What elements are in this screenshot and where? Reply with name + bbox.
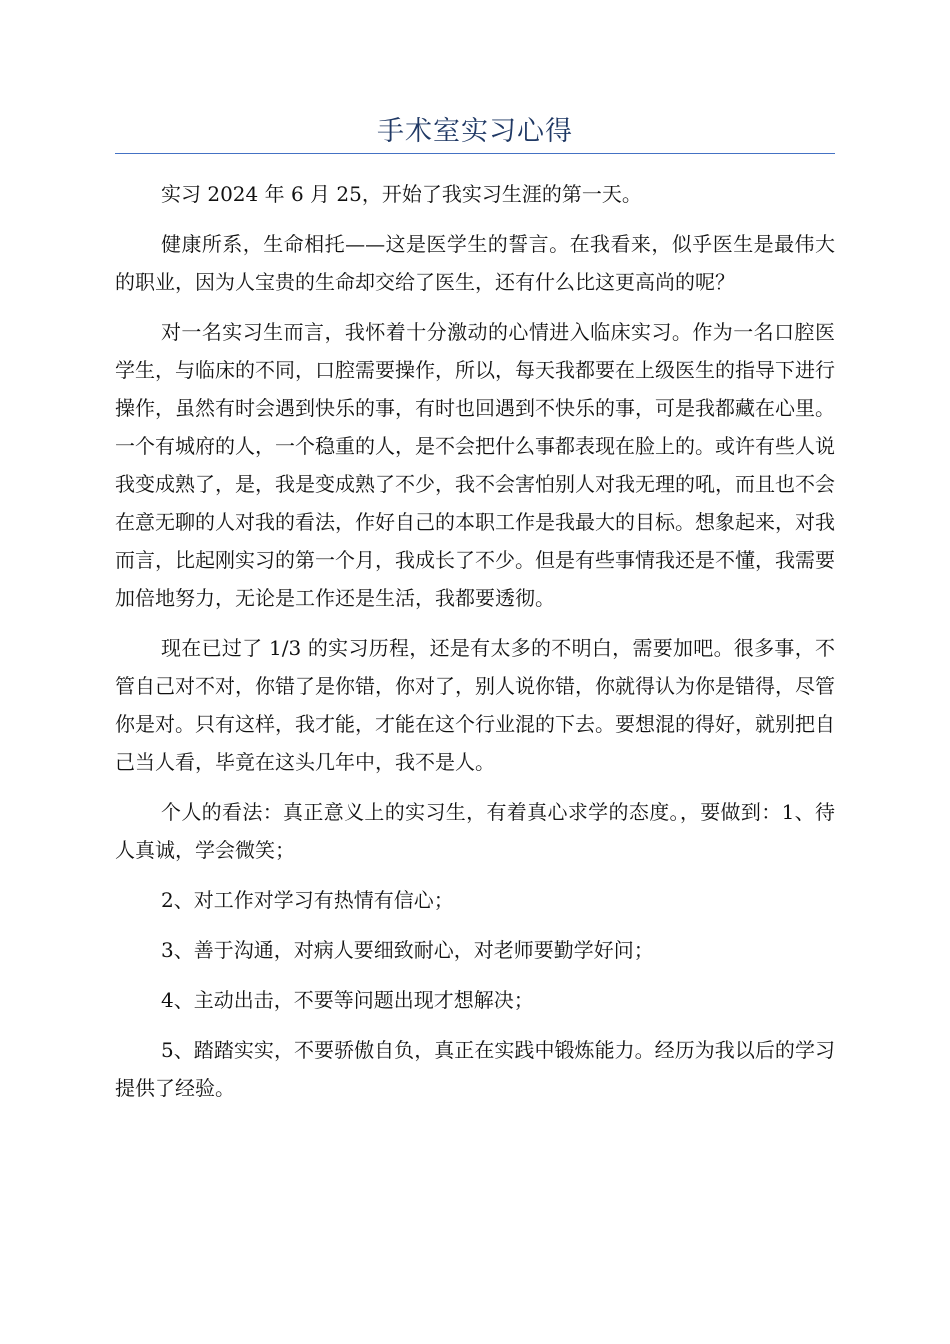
- paragraph-clinical-experience: 对一名实习生而言，我怀着十分激动的心情进入临床实习。作为一名口腔医学生，与临床的不同，口腔需要操作，所以，每天我都要在上级医生的指导下进行操作，虽然有时会遇到快乐的事，有时也回遇到不快乐的事，可是我都藏在心里。一个有城府的人，一个稳重的人，是不会把什么事都表现在脸上的。或许有些人说我变成熟了，是，我是变成熟了不少，我不会害怕别人对我无理的吼，而且也不会在意无聊的人对我的看法，作好自己的本职工作是我最大的目标。想象起来，对我而言，比起刚实习的第一个月，我成长了不少。但是有些事情我还是不懂，我需要加倍地努力，无论是工作还是生活，我都要透彻。: [115, 320, 835, 610]
- paragraph-personal-view: 个人的看法：真正意义上的实习生，有着真心求学的态度。，要做到：1、待人真诚，学会微笑；: [115, 800, 835, 862]
- document-title: 手术室实习心得: [377, 116, 573, 147]
- list-item-2: 2、对工作对学习有热情有信心；: [161, 888, 454, 912]
- paragraph-progress: 现在已过了 1/3 的实习历程，还是有太多的不明白，需要加吧。很多事，不管自己对不对，你错了是你错，你对了，别人说你错，你就得认为你是错得，尽管你是对。只有这样，我才能，才能在这个行业混的下去。要想混的得好，就别把自己当人看，毕竟在这头几年中，我不是人。: [115, 636, 835, 774]
- document-body: [115, 175, 835, 1119]
- title-underline: [115, 153, 835, 154]
- list-item-3: 3、善于沟通，对病人要细致耐心，对老师要勤学好问；: [161, 938, 654, 962]
- list-item-4: 4、主动出击，不要等问题出现才想解决；: [161, 988, 534, 1012]
- paragraph-start-date: 实习 2024 年 6 月 25，开始了我实习生涯的第一天。: [161, 182, 642, 206]
- paragraph-medical-oath: 健康所系，生命相托——这是医学生的誓言。在我看来，似乎医生是最伟大的职业，因为人宝贵的生命却交给了医生，还有什么比这更高尚的呢？: [115, 232, 835, 294]
- list-item-5: 5、踏踏实实，不要骄傲自负，真正在实践中锻炼能力。经历为我以后的学习提供了经验。: [115, 1038, 835, 1100]
